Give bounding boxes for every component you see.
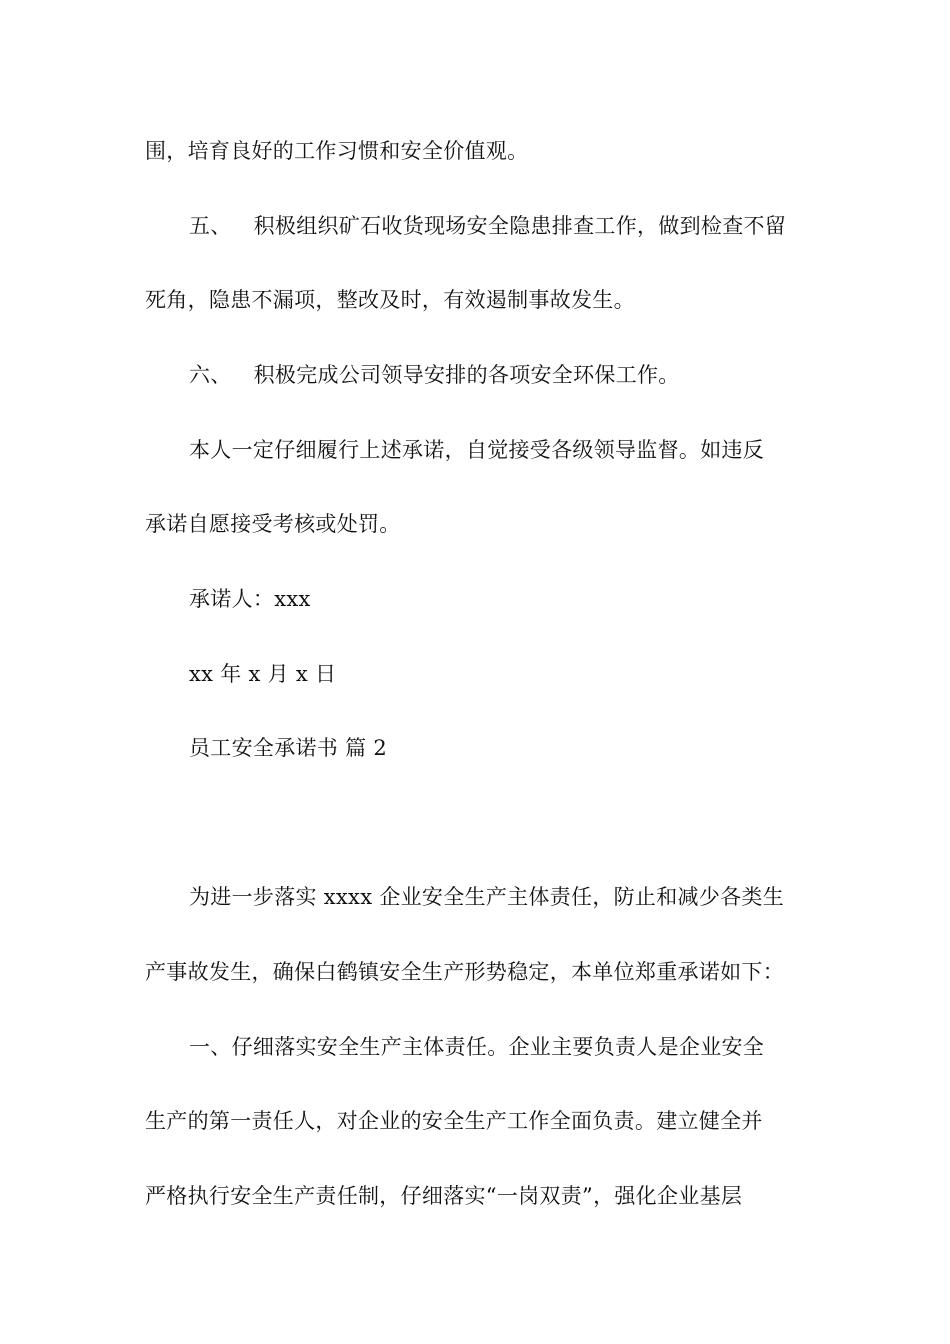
line-text: 严格执行安全生产责任制，仔细落实“一岗双责”，强化企业基层 xyxy=(145,1184,743,1208)
line-text: 围，培育良好的工作习惯和安全价值观。 xyxy=(145,139,529,163)
date-text: xx 年 x 月 x 日 xyxy=(189,662,337,686)
paragraph-line xyxy=(145,957,815,987)
item-marker: 六、 xyxy=(189,363,232,387)
paragraph-line xyxy=(145,1106,815,1136)
paragraph-line xyxy=(189,435,815,465)
list-item-five xyxy=(189,211,815,241)
line-text: 一、仔细落实安全生产主体责任。企业主要负责人是企业安全 xyxy=(189,1035,765,1059)
paragraph-line xyxy=(189,882,815,912)
section-heading xyxy=(189,733,815,763)
line-text: 积极完成公司领导安排的各项安全环保工作。 xyxy=(253,363,680,387)
line-text: 生产的第一责任人，对企业的安全生产工作全面负责。建立健全并 xyxy=(145,1109,763,1133)
paragraph-line xyxy=(145,136,815,166)
signatory-line xyxy=(189,584,815,614)
heading-text: 员工安全承诺书 篇 2 xyxy=(189,736,388,760)
item-marker: 五、 xyxy=(189,214,232,238)
line-text: 本人一定仔细履行上述承诺，自觉接受各级领导监督。如违反 xyxy=(189,438,765,462)
line-text: 死角，隐患不漏项，整改及时，有效遏制事故发生。 xyxy=(145,288,635,312)
line-text: 积极组织矿石收货现场安全隐患排查工作，做到检查不留 xyxy=(253,214,787,238)
date-line xyxy=(189,659,815,689)
paragraph-line xyxy=(189,1032,815,1062)
paragraph-line xyxy=(145,509,815,539)
paragraph-line xyxy=(145,285,815,315)
line-text: 承诺自愿接受考核或处罚。 xyxy=(145,512,401,536)
paragraph-line xyxy=(145,1181,815,1211)
line-text: 为进一步落实 xxxx 企业安全生产主体责任，防止和减少各类生 xyxy=(189,885,785,909)
signatory-text: 承诺人：xxx xyxy=(189,587,311,611)
line-text: 产事故发生，确保白鹤镇安全生产形势稳定，本单位郑重承诺如下： xyxy=(145,960,784,984)
list-item-six xyxy=(189,360,815,390)
